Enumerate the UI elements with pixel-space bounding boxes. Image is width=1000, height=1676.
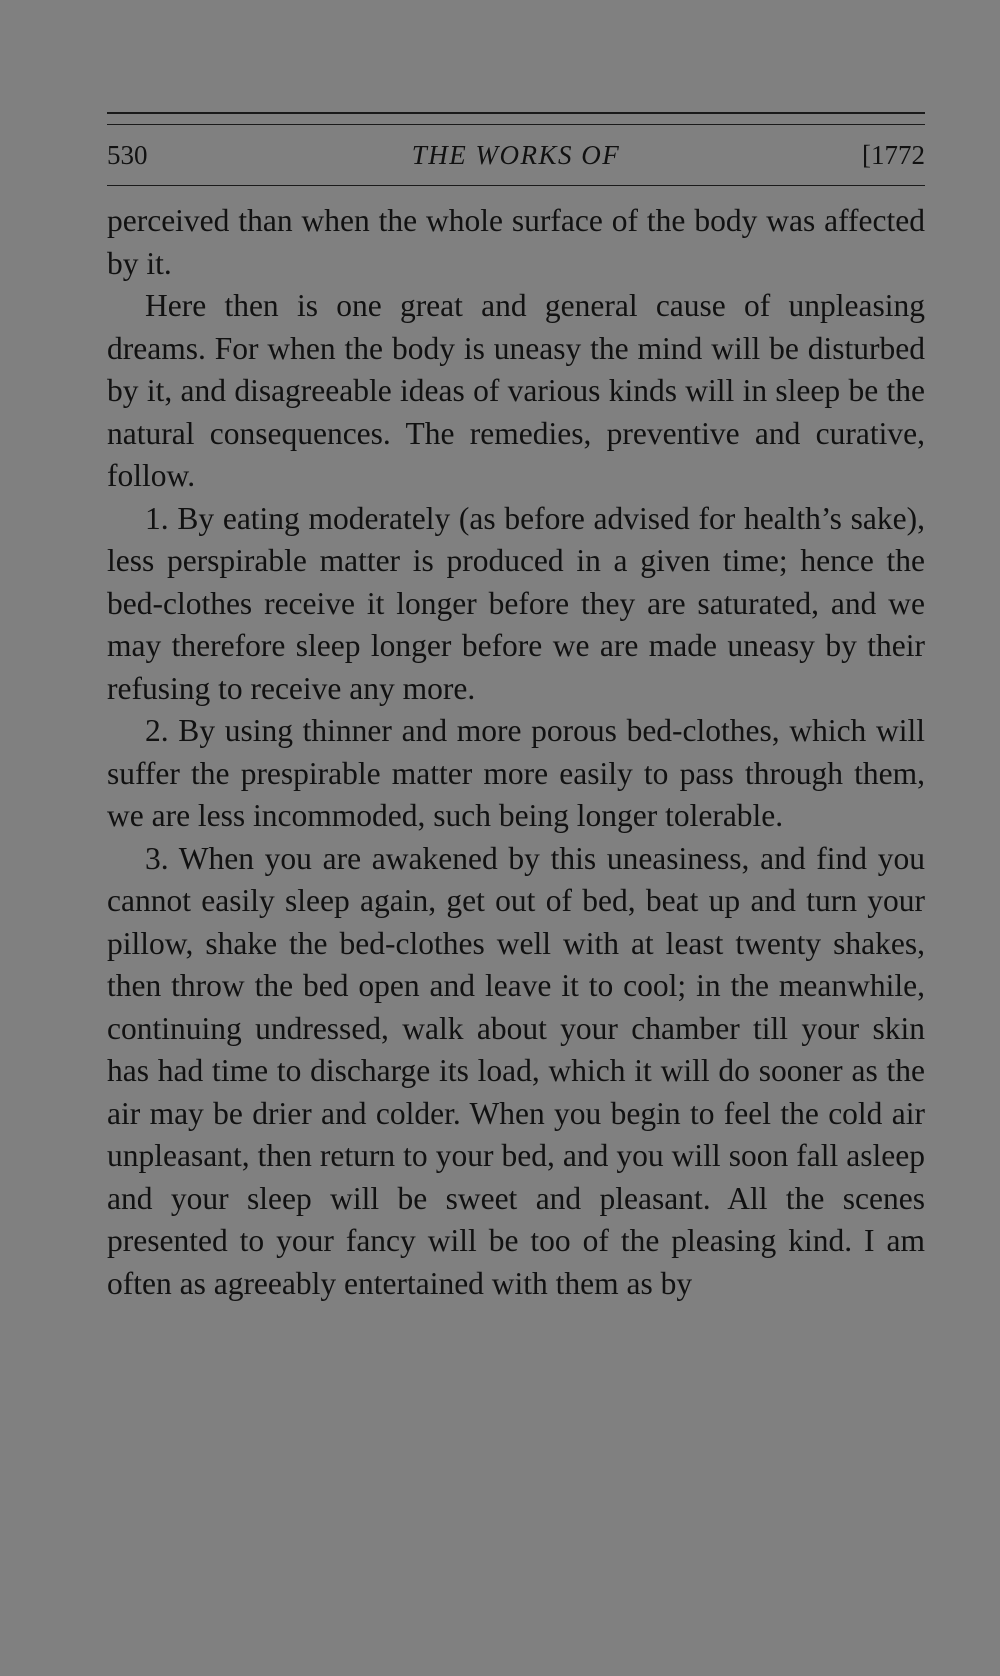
body-text: [107, 200, 925, 1305]
paragraph-cause: Here then is one great and general cause of unpleasing dreams. For when the body is uneasy the mind will be disturbed by it, and disagreeable ideas of various kinds will in sleep be the natural consequences. The remedies, preventive and curative, follow.: [107, 288, 925, 493]
running-title: THE WORKS OF: [411, 140, 621, 170]
paragraph-remedy-3: 3. When you are awakened by this uneasiness, and find you cannot easily sleep again, get out of bed, beat up and turn your pillow, shake the bed-clothes well with at least twenty shakes, then throw the bed open and leave it to cool; in the meanwhile, continuing undressed, walk about your chamber till your skin has had time to discharge its load, which it will do sooner as the air may be drier and colder. When you begin to feel the cold air unpleasant, then return to your bed, and you will soon fall asleep and your sleep will be sweet and pleasant. All the scenes presented to your fancy will be too of the pleasing kind. I am often as agreeably entertained with them as by: [107, 840, 925, 1301]
year-marker: [1772: [862, 140, 925, 170]
paragraph-remedy-1: 1. By eating moderately (as before advised for health’s sake), less perspirable matter is produced in a given time; hence the bed-clothes receive it longer before they are saturated, and we may therefore sleep longer before we are made uneasy by their refusing to receive any more.: [107, 500, 925, 706]
running-head: [107, 125, 925, 185]
page-number: 530: [107, 140, 148, 170]
paragraph-continuation: perceived than when the whole surface of the body was affected by it.: [107, 203, 925, 281]
header-rule-top: [107, 112, 925, 114]
paragraph-remedy-2: 2. By using thinner and more porous bed-clothes, which will suffer the prespirable matter more easily to pass through them, we are less incommoded, such being longer tolerable.: [107, 713, 925, 833]
header-rule-bottom: [107, 185, 925, 186]
book-page: [107, 112, 925, 1305]
